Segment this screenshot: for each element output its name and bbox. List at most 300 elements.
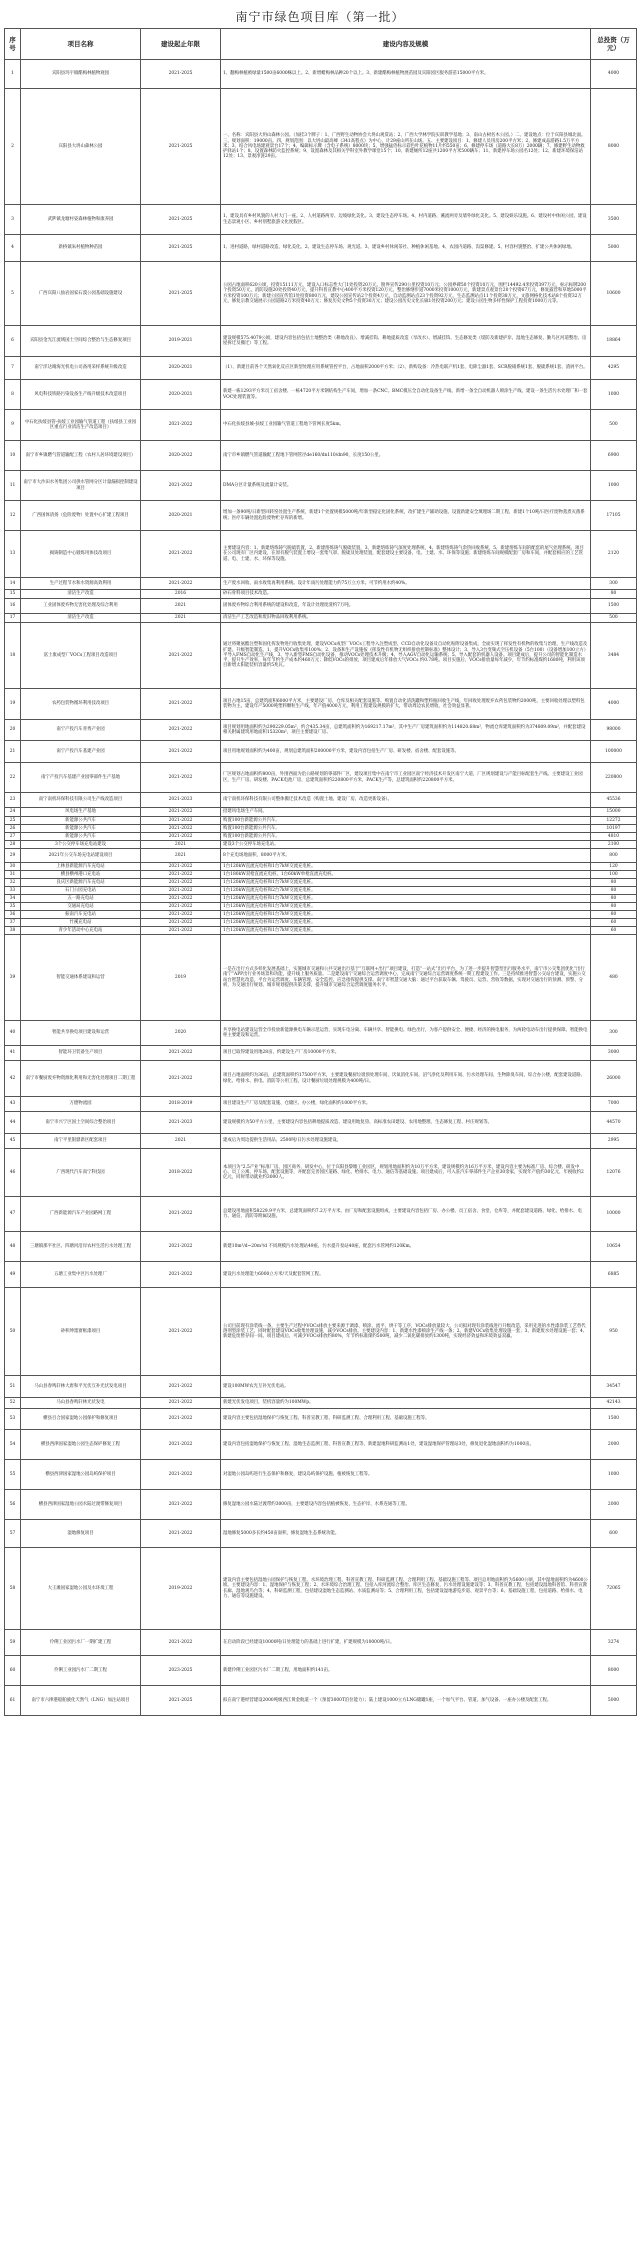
cell-content: 1、建设具有乡村风貌的人村大门一座。2、人村道路两旁、边坡绿化美化。3、建设生态停车场。4、村内道路、溪流两旁及墙外绿化美化。5、建设娱乐设施。6、建设村中休闲公园，建设生态景观小区、乡村别墅旅游文化度假区。 (221, 205, 591, 235)
cell-content: 建设100MW农光互补光伏电站。 (221, 1376, 591, 1398)
cell-name: 交通局充电站 (21, 903, 141, 911)
cell-name: 南宁产投汽车基建产业园零部件生产基地 (21, 763, 141, 793)
cell-no: 42 (5, 1061, 21, 1097)
cell-period: 2020 (141, 1021, 221, 1046)
cell-name: 揭铸制造中心锻炼用体技改项目 (21, 531, 141, 578)
cell-no: 17 (5, 614, 21, 623)
cell-content: 购置100台新能源公共汽车。 (221, 825, 591, 833)
cell-invest: 3274 (591, 1630, 637, 1656)
cell-period: 2018-2022 (141, 1149, 221, 1197)
cell-no: 43 (5, 1097, 21, 1112)
table-row (5, 817, 637, 825)
cell-content: 新建伶俐工业园区污水厂二期工程，用地面积约141亩。 (221, 1656, 591, 1686)
cell-invest: 4000 (591, 689, 637, 720)
cell-no: 58 (5, 1548, 21, 1630)
cell-content: 建设规模575.4079公顷，建设内容包括包括土地整治类（耕地改良）、增减挂钩、耕地提质改造（旱改水）、增减挂钩、生态修复类（堤防及新建护岸、湿地生态修复、勤鸟区河道整治、房屋拆迁及搬迁）等工程。 (221, 326, 591, 357)
cell-content: 1台120kW直流充电桩和1台7kW交流充电桩。 (221, 919, 591, 927)
cell-period: 2021-2022 (141, 863, 221, 871)
cell-invest: 6885 (591, 1262, 637, 1288)
cell-period: 2021-2022 (141, 1490, 221, 1520)
cell-name: 横县横州港口充电站 (21, 871, 141, 879)
cell-period: 2021-2022 (141, 825, 221, 833)
table-row (5, 326, 637, 357)
cell-invest: 80 (591, 911, 637, 919)
cell-invest: 60 (591, 919, 637, 927)
table-row (5, 1430, 637, 1460)
cell-no: 55 (5, 1460, 21, 1490)
cell-period: 2021-2022 (141, 741, 221, 763)
cell-name: 风电场生产基地 (21, 808, 141, 817)
cell-period: 2020-2021 (141, 501, 221, 531)
table-row (5, 720, 637, 741)
cell-name: 竹溪充电站 (21, 919, 141, 927)
cell-name: 南宁市六律港船舶液化天然气（LNG）加注站项目 (21, 1686, 141, 1716)
cell-name: 清洁生产改造 (21, 590, 141, 599)
cell-content: 1台120kW直流充电桩和1台7kW交流充电桩。 (221, 895, 591, 903)
cell-no: 35 (5, 903, 21, 911)
cell-invest: 4810 (591, 833, 637, 841)
cell-name: 三塘镇那平社区、四塘河沿岸农村生活污水处理工程 (21, 1232, 141, 1262)
cell-name: 南宁市乡镇燃气管道输配工程（农村人居环境建设项目） (21, 441, 141, 471)
cell-invest: 1500 (591, 1409, 637, 1430)
cell-name: 横县西津国家湿地公园生态保护修复工程 (21, 1430, 141, 1460)
cell-invest: 300 (591, 578, 637, 590)
table-row (5, 887, 637, 895)
table-row (5, 471, 637, 501)
cell-content: 1台180kW双枪直流充电桩，1台60kW单枪直流充电桩。 (221, 871, 591, 879)
cell-no: 29 (5, 849, 21, 863)
cell-invest: 80 (591, 903, 637, 911)
cell-period: 2019-2022 (141, 1548, 221, 1630)
table-row (5, 357, 637, 380)
cell-no: 20 (5, 720, 21, 741)
cell-content: 项目占地面积约为36亩，总建筑面积约17500平方米，主要建设餐厨垃圾预处理车间、厌氧消化车间、沼气净化及利用车间、污水处理车间、生物除臭车间、综合办公楼，配套建设道路、绿化、给排水、供电、消防等公用工程，设计餐厨垃圾处理规模为400吨/日。 (221, 1061, 591, 1097)
cell-invest: 12076 (591, 1149, 637, 1197)
cell-invest: 6900 (591, 441, 637, 471)
cell-content: 1、进村道路，绿村道路改造、绿化美化。2、建设生态停车场、观光道。3、建设乡村休闲茶社、种植休闲基地。4、农园内道路、沟渠修建。5、村容村貌整治、扩建公共休闲绿地。 (221, 235, 591, 262)
cell-invest: 3484 (591, 623, 637, 689)
cell-period: 2021-2022 (141, 879, 221, 887)
cell-no: 2 (5, 89, 21, 205)
cell-content: 清洁生产工艺改造和废旧物品回收利用系统。 (221, 614, 591, 623)
cell-content: 通过将聚氨酯注塑和固化挥发物进行收集处理，建设VOCs成型厂VOCs工程导入注塑成型、CCD自动化设备及自动化贴附设备集成，全面实现了挥发性有机物的收集与治理，生产线改造及扩建。升级智能制造。1、提升VOCs收集率100%；2、设备和生产设施按《挥发性有机物无组织排放控制标准》整体设计；3、导入3台变频式空压机设备（5台100）（设备增加100立方）平导入FMS自动化生产线，3、导入新型FMS自动化设备，推动VOCs处理技术升级；4、导入AGV自动化运输系统；5、导入配套的机器人设备。项目建成后，提升公司的智能化制造水平，提升生产效率，每年节约生产成本约460万元；降低VOCs的排放，项目建成后年排放大气VOCs 约0.78吨。项目实施后，VOCs排放量每年减少，年节约标准煤约1680吨，利用该项目新增太阳能装机容量约5兆瓦。 (221, 623, 591, 689)
cell-content: 1、翻梅林植被绿量1500亩6000株以上。2、新增蜡梅林品种20个以上。3、新建酷梅林植物展苗园及宾阳园区服务游苗15000平方米。 (221, 60, 591, 89)
cell-invest: 7000 (591, 1097, 637, 1112)
cell-name: 伶俐工业园污水厂一期扩建工程 (21, 1630, 141, 1656)
cell-no: 22 (5, 763, 21, 793)
table-row (5, 578, 637, 590)
cell-name: 智能共享换电项目建设和运营 (21, 1021, 141, 1046)
cell-name: 中石化扶绥县管-扶绥工业园输气管道工程（扶绥县工业园区重点行业清洁生产改造项目） (21, 410, 141, 441)
cell-content: 固体废弃物综合利用系统的建设和改造，年设计处理废渣约7万吨。 (221, 599, 591, 614)
cell-invest: 10000 (591, 1197, 637, 1232)
cell-name: 工业固体废弃物无害化处理及综合利用 (21, 599, 141, 614)
cell-name: 富士康成型厂VOCs工程项目改造项目 (21, 623, 141, 689)
table-row (5, 1686, 637, 1716)
cell-name: 五塘工业集中区污水处理厂 (21, 1262, 141, 1288)
table-row (5, 1288, 637, 1376)
cell-content: 对湿地公园岛屿进行生态保护和修复，建设岛屿保护设施、植被恢复工程等。 (221, 1460, 591, 1490)
cell-no: 53 (5, 1409, 21, 1430)
cell-name: 南宁洋达晴海光机电公司备用采样系统升级改造 (21, 357, 141, 380)
cell-period: 2021-2022 (141, 833, 221, 841)
table-row (5, 911, 637, 919)
cell-content: 本项目为“2.5产业”标准厂房、园区商务、研发中心，位于宾阳县黎塘工业园区，规划用地面积约为10万平方米，建设规模约为16万平方米，建设内容主要为标准厂房、综合楼、研发中心、员工公寓、停车场，配套设施等，并配套完善园区道路、绿化、给排水、电力、通信等基础设施。项目建成后，可入驻汽车零部件生产企业30余家，实现年产值约30亿元，年税收约2亿元，同时带动就业约3000人。 (221, 1149, 591, 1197)
cell-no: 10 (5, 441, 21, 471)
cell-content: 南宁南机环保科技有限公司整体搬迁技术改造（购置土地、建设厂房、改造更新设备）。 (221, 793, 591, 808)
cell-period: 2019-2021 (141, 326, 221, 357)
table-row (5, 1398, 637, 1409)
cell-no: 44 (5, 1112, 21, 1134)
table-row (5, 60, 637, 89)
cell-name: 石门公园充电站 (21, 887, 141, 895)
cell-no: 57 (5, 1520, 21, 1548)
cell-invest: 17105 (591, 501, 637, 531)
cell-content: 南宁市乡镇燃气管道输配工程地下管网管径de160/dn110/dn90，长度150公里。 (221, 441, 591, 471)
cell-name: 南宁市大沙田水务集团公司供水管网分区计量漏损控制建设项目 (21, 471, 141, 501)
cell-no: 26 (5, 825, 21, 833)
cell-content: 1台120kW直流充电桩和2台7kW交流充电桩。 (221, 887, 591, 895)
cell-name: 砂积坤墨窗框漆项目 (21, 1288, 141, 1376)
cell-period: 2021-2022 (141, 1630, 221, 1656)
table-row (5, 741, 637, 763)
cell-period: 2021-2023 (141, 1112, 221, 1134)
cell-invest: 4000 (591, 60, 637, 89)
cell-period: 2021-2022 (141, 1197, 221, 1232)
cell-content: 湿地修复5000多长约450亩面积，修复湿地生态系统功能。 (221, 1520, 591, 1548)
table-row (5, 863, 637, 871)
cell-no: 49 (5, 1262, 21, 1288)
cell-invest: 5000 (591, 235, 637, 262)
cell-period: 2021-2022 (141, 1520, 221, 1548)
cell-no: 54 (5, 1430, 21, 1460)
cell-name: 生产过程节水和水资源高效利用 (21, 578, 141, 590)
table-row (5, 1232, 637, 1262)
cell-content: 修复湿地公园水陆过渡带约3000亩，主要建设内容包括植被恢复、生态护岸、水系连通等工程。 (221, 1490, 591, 1520)
table-row (5, 927, 637, 935)
header-name: 项目名称 (21, 29, 141, 60)
cell-period: 2023-2025 (141, 1656, 221, 1686)
cell-no: 13 (5, 531, 21, 578)
cell-no: 21 (5, 741, 21, 763)
cell-name: 湿地修复项目 (21, 1520, 141, 1548)
cell-no: 5 (5, 262, 21, 326)
cell-content: 新建10m³/d~20m³/d 不同规模污水处理站49座，污水提升泵站40座，配套污水管网约120Km。 (221, 1232, 591, 1262)
cell-no: 61 (5, 1686, 21, 1716)
cell-content: 厂区规划占地面积约800亩，外围西面为沿公路规划的零部件厂区，建设项目集中在南宁市工业园区南宁经济技术开发区南宁大道，厂区规划建设与产能目标配套生产线。主要建设工业园区，生产厂房、研发楼、PACK电池厂房，总建筑面积约220800平方米，PACK生产等，总建筑面积约220800平方米。 (221, 763, 591, 793)
cell-invest: 26000 (591, 1061, 637, 1097)
table-row (5, 235, 637, 262)
cell-name: 宾阳县大坍山森林公园 (21, 89, 141, 205)
cell-period: 2021-2022 (141, 911, 221, 919)
table-row (5, 935, 637, 1021)
cell-invest: 2000 (591, 1430, 637, 1460)
cell-period: 2021 (141, 849, 221, 863)
cell-name: 横县西津国家湿地公园水陆过渡带修复项目 (21, 1490, 141, 1520)
cell-period: 2021-2022 (141, 763, 221, 793)
cell-period: 2021-2022 (141, 1288, 221, 1376)
cell-invest: 80 (591, 887, 637, 895)
cell-content: 招建风电场生产车间。 (221, 808, 591, 817)
cell-no: 6 (5, 326, 21, 357)
cell-invest: 8000 (591, 1656, 637, 1686)
cell-name: 伶俐工业园污水厂二期工程 (21, 1656, 141, 1686)
cell-invest: 300 (591, 1021, 637, 1046)
cell-name: 农药包装物循环利用技改项目 (21, 689, 141, 720)
cell-invest: 100000 (591, 741, 637, 763)
table-row (5, 919, 637, 927)
cell-period: 2021-2025 (141, 89, 221, 205)
cell-period: 2021-2022 (141, 1430, 221, 1460)
cell-invest: 480 (591, 935, 637, 1021)
cell-no: 32 (5, 879, 21, 887)
cell-period: 2021-2022 (141, 1262, 221, 1288)
cell-name: 新能源公共汽车 (21, 825, 141, 833)
cell-invest: 18864 (591, 326, 637, 357)
cell-period: 2021 (141, 841, 221, 849)
table-row (5, 1061, 637, 1097)
cell-content: 项目用地规划面积约为400亩，规划总建筑面积200000平方米，建设内容包括生产厂房、研发楼、宿舍楼、配套设施等。 (221, 741, 591, 763)
cell-no: 31 (5, 871, 21, 879)
cell-name: 智能环卫装备生产项目 (21, 1046, 141, 1061)
cell-no: 9 (5, 410, 21, 441)
cell-invest: 10654 (591, 1232, 637, 1262)
cell-content: 建成后为周边提供生活用品、2500吨/日污水处理设施建设。 (221, 1134, 591, 1149)
table-row (5, 1112, 637, 1134)
cell-content: （1）、新建目前各个天然氧化反应区新型处理应用系统管控平台，占地面积2000平方米；（2）、新购设备：冷热电联产机1套、电除尘器1套、SCR脱硝系统1套、脱硫系统1套、渣屑平台。 (221, 357, 591, 380)
cell-no: 3 (5, 205, 21, 235)
cell-content: DMA分区计量系统及流量计安装。 (221, 471, 591, 501)
cell-content: 项目占地15亩，总建筑面积6000平方米，主要建设厂房、仓库及相关配套设施等。购置自动化清洗罐和塑料瓶回收生产线，年回收处理废弃农药包装物约2000吨，主要回收处理以塑料包装物为主。建设年产5000吨塑料颗粒生产线，年产值4000万元，利用工程建设规模的扩大，带动周边农民增收，社会效益显著。 (221, 689, 591, 720)
cell-no: 8 (5, 380, 21, 410)
cell-no: 50 (5, 1288, 21, 1376)
cell-name: 横县百合国家湿地公园保护和修复项目 (21, 1409, 141, 1430)
cell-name: 宾阳县金光江流域国土空间综合整治与生态修复项目 (21, 326, 141, 357)
cell-name: 万德物流园 (21, 1097, 141, 1112)
cell-period: 2021-2022 (141, 623, 221, 689)
cell-no: 12 (5, 501, 21, 531)
cell-period: 2021-2022 (141, 578, 221, 590)
cell-content: 1台120kW直流充电桩和1台7kW交流充电桩。 (221, 863, 591, 871)
cell-period: 2021 (141, 1134, 221, 1149)
cell-no: 15 (5, 590, 21, 599)
cell-content: 共享换电站建设运营全市投放新能源换电车辆示范运营，实现车电分离、车辆共享、智能换电、绿色出行，为客户提供安全、便捷、经济的换电服务，为两轮电动车出行提供保障。智能换电柜主要建设和运营。 (221, 1021, 591, 1046)
cell-period: 2021 (141, 614, 221, 623)
table-row (5, 763, 637, 793)
cell-no: 24 (5, 808, 21, 817)
cell-no: 38 (5, 927, 21, 935)
table-row (5, 1149, 637, 1197)
cell-name: 南宁产投汽车青秀产业园 (21, 720, 141, 741)
cell-invest: 4295 (591, 357, 637, 380)
table-row (5, 89, 637, 205)
cell-invest: 12272 (591, 817, 637, 825)
cell-period: 2021-2022 (141, 410, 221, 441)
table-row (5, 1409, 637, 1430)
cell-invest: 1000 (591, 1460, 637, 1490)
cell-no: 56 (5, 1490, 21, 1520)
cell-invest: 42143 (591, 1398, 637, 1409)
table-row (5, 808, 637, 817)
table-row (5, 614, 637, 623)
cell-invest: 45536 (591, 793, 637, 808)
cell-content: 主要建设内容：1、新建熔炼铸气脱硫装置，2、新建熔炼铸气脱硫装置，3、新建熔炼铸气深度处理系统，4、新建熔炼铸气余热回收系统，5、新建熔炼车间的配套的尾气处理系统。项目在公司现有厂区内建设，在原有脱气装置上增设一套集气罩、脱硫及处理装置，配套建设主要设备，电、土建、水、环保等设施；新建熔炼车间规模配套厂房和车间，并配套相应的工艺管道、电、土建、水、环保等设施。 (221, 531, 591, 578)
cell-invest: 34547 (591, 1376, 637, 1398)
header-invest: 总投资（万元） (591, 29, 637, 60)
table-row (5, 879, 637, 887)
table-row (5, 1046, 637, 1061)
page-title: 南宁市绿色项目库（第一批） (235, 10, 405, 24)
cell-content: 一、名称：宾阳县大坍山森林公园。（加挂3个牌子：1、广西野生动物协会大坍山观赏站；2、广西大学林学院实训教学基地；3、南山古树名木公园。）二、建设地点：位于宾阳县城北面。三、规划面积：19000亩。四、规划范围：以大坍山最高峰（341高程点）为中心，计29座山所在山场。五、主要建设项目：1、修建人员用房200平方米；2、修建成品游路1.5万平方米；3、结合风电场建观景台17个；4、编辑标示牌（含电子系统）8000块；5、增强猛兽标示彩色叶花植物11片约550亩；6、修建停车场（道路大长8万）2000辆；7、修建野生动物救护驿站1个；8、设置森林防火监控系统；9、设置森林及其相关学科室外教学课堂15个；10、新建厕所12座共1200平方米500辆车；11、新建停车场公园名12处；12、新建环境保洁站12处；13、景观净涟29亩。 (221, 89, 591, 205)
cell-name: 上林县新能源汽车充电站 (21, 863, 141, 871)
cell-period: 2021-2025 (141, 235, 221, 262)
cell-name: 广西新能源汽车产业园路网工程 (21, 1197, 141, 1232)
cell-content: 公司目前现有涂装线一条，主要生产过程中VOCs排放主要来源于调漆、喷涂、流平、烘干等工序，VOCs排放量较大，公司拟对现有涂装线进行升级改造，采用先进的水性漆涂装工艺替代溶剂型涂装工艺，同时配套建设VOCs收集处理设施，减少VOCs排放。主要建设内容：1、新建水性漆喷涂生产线一条；2、新建VOCs收集处理设施一套；3、新建废水处理设施一套；4、新建危废暂存间一间。项目建成后，可减少VOCs排放约80%，年节约标准煤约500吨，减少二氧化碳排放约1300吨，实现经济效益和环境效益双赢。 (221, 1288, 591, 1376)
cell-period: 2020-2021 (141, 357, 221, 380)
cell-invest: 220800 (591, 763, 637, 793)
table-row (5, 849, 637, 863)
table-row (5, 871, 637, 879)
cell-no: 36 (5, 911, 21, 919)
cell-content: 项目已取得建设用地28亩、约建设生产厂房10000平方米。 (221, 1046, 591, 1061)
cell-name: 南宁市餐厨废弃物资源化利用和无害化处理项目二期工程 (21, 1061, 141, 1097)
cell-content: 砂石骨料项目技术改造。 (221, 590, 591, 599)
cell-content: 1台120kW直流充电桩和1台7kW交流充电桩。 (221, 879, 591, 887)
cell-content: 一是在出行方式多样化发展基础上，实施城市交通和公共交通出行基于“互联网+出行”项目建设，打造“一站式”出行平台，为了进一步提升智慧型出行服务水平，南宁市公交集团优化“出行南宁”APP出行业务场景和功能，提升线上服务质量。二是建设南宁交通综合运营调度中心，完成南宁交通综合运营调度系统一期工程建设工作。三是持续推进智慧公交站台建设，实施公交站台智慧化改造，平台为运营调度、车辆管理、安全监控、应急指挥提供支撑。南宁市智慧交通大脑：通过平台获取车辆、驾驶员、运营、营收等数据，实现对交通出行的预测、预警、分析，为交通出行规划、城市规划提供决策支撑，提升城市交通综合运营调度服务水平。 (221, 935, 591, 1021)
cell-period: 2021-2022 (141, 808, 221, 817)
cell-name: 新能源公共汽车 (21, 817, 141, 825)
cell-period: 2021-2022 (141, 1409, 221, 1430)
cell-invest: 1000 (591, 380, 637, 410)
cell-content: 1台120kW直流充电桩和1台7kW交流充电桩。 (221, 911, 591, 919)
cell-name: 大王滩国家湿地公园及水环境工程 (21, 1548, 141, 1630)
cell-name: 武陟镇龙塘村姿森林植物和康养园 (21, 205, 141, 235)
cell-period: 2021-2022 (141, 895, 221, 903)
cell-name: 南宁市兴宁区国土空间综合整治项目 (21, 1112, 141, 1134)
cell-content: 建设3个公交停车场充电站。 (221, 841, 591, 849)
cell-no: 11 (5, 471, 21, 501)
cell-period: 2021-2022 (141, 720, 221, 741)
cell-name: 新能源公共汽车 (21, 833, 141, 841)
cell-no: 39 (5, 935, 21, 1021)
table-row (5, 895, 637, 903)
cell-name: 横县西津国家湿地公园岛屿保护项目 (21, 1460, 141, 1490)
header-no: 序号 (5, 29, 21, 60)
cell-content: 建设污水处理能力6000立方米/天及配套管网工程。 (221, 1262, 591, 1288)
cell-invest: 3000 (591, 1046, 637, 1061)
cell-content: 总建设用地面积58229.9平方米，总建筑面积约7.2万平方米。由厂房和配套设施组成，主要建设内容包括厂房、办公楼、员工宿舍、食堂、仓库等，并配套建设道路、绿化、给排水、电力、通信、消防等附属设施。 (221, 1197, 591, 1232)
cell-content: 拟在南宁港经营建设2000吨级西江黄金航道一个（预留3000T泊位能力）；陆上建设1000立方LNG储罐1座，一个加气平台、管道、加气设备、一座办公楼及配套工程。 (221, 1686, 591, 1716)
cell-invest: 1500 (591, 599, 637, 614)
cell-period: 2021-2022 (141, 1460, 221, 1490)
cell-content: 建设内容主要包括湿地保护与恢复工程、科普宣教工程、科研监测工程、合理利用工程、基础设施工程等。 (221, 1409, 591, 1430)
table-body (5, 60, 637, 1716)
cell-no: 30 (5, 863, 21, 871)
cell-name: 风电科技铁路污染设备生产线升级技术改造项目 (21, 380, 141, 410)
cell-name: 马山县春鸣轩林光伏发电 (21, 1398, 141, 1409)
cell-name: 南宁产投汽车基建产业园 (21, 741, 141, 763)
cell-no: 40 (5, 1021, 21, 1046)
cell-period: 2021-2025 (141, 1686, 221, 1716)
cell-period: 2021-2022 (141, 1061, 221, 1097)
table-row (5, 1376, 637, 1398)
cell-invest: 10600 (591, 262, 637, 326)
cell-no: 28 (5, 841, 21, 849)
table-row (5, 599, 637, 614)
table-row (5, 531, 637, 578)
table-row (5, 623, 637, 689)
table-header-row (5, 29, 637, 60)
cell-period: 2021-2022 (141, 903, 221, 911)
cell-period: 2021-2022 (141, 1046, 221, 1061)
cell-content: 项目建设生产厂房及配套设施、仓储区、办公楼，绿化面积约1000平方米。 (221, 1097, 591, 1112)
cell-content: 项目规划用地面积约为290229.05m²，约合435.34亩，总建筑面积约为169217.17m²，其中生产厂房建筑面积约为114820.68m²，物流仓库建筑面积约为374809.09m²，并配套建设相关附属建筑用地面积15320m²，项目主要建设厂房。 (221, 720, 591, 741)
table-row (5, 501, 637, 531)
cell-period: 2021-2022 (141, 927, 221, 935)
cell-period: 2020-2022 (141, 441, 221, 471)
cell-invest: 950 (591, 1288, 637, 1376)
cell-invest: 120 (591, 863, 637, 871)
table-row (5, 1548, 637, 1630)
table-row (5, 841, 637, 849)
cell-no: 60 (5, 1656, 21, 1686)
cell-no: 59 (5, 1630, 21, 1656)
cell-invest: 15000 (591, 808, 637, 817)
cell-invest: 72065 (591, 1548, 637, 1630)
cell-period: 2021-2022 (141, 817, 221, 825)
cell-content: 8个充电场地面积，8000平方米。 (221, 849, 591, 863)
table-row (5, 793, 637, 808)
cell-period: 2021-2022 (141, 887, 221, 895)
cell-invest: 600 (591, 1520, 637, 1548)
table-row (5, 825, 637, 833)
cell-content: 建设内容包括湿地保护与恢复工程、湿地生态监测工程、科普宣教工程等，新建湿地科研监测站1处，建设湿地保护管理站3处，修复退化湿地面积约为1000亩。 (221, 1430, 591, 1460)
cell-no: 4 (5, 235, 21, 262)
cell-period: 2021-2022 (141, 919, 221, 927)
table-row (5, 1656, 637, 1686)
cell-no: 47 (5, 1197, 21, 1232)
table-row (5, 590, 637, 599)
table-row (5, 1262, 637, 1288)
table-row (5, 833, 637, 841)
cell-no: 41 (5, 1046, 21, 1061)
cell-name: 宾阳县玛宇镇酷梅林植物观园 (21, 60, 141, 89)
cell-name: 振南汽车充电站 (21, 911, 141, 919)
table-row (5, 1460, 637, 1490)
cell-period: 2020-2021 (141, 380, 221, 410)
cell-no: 34 (5, 895, 21, 903)
cell-period: 2021-2022 (141, 1376, 221, 1398)
cell-name: 3个公交停车场充电站建设 (21, 841, 141, 849)
table-row (5, 1520, 637, 1548)
cell-invest: 60 (591, 927, 637, 935)
cell-name: 广西现代汽车南宁科技园 (21, 1149, 141, 1197)
cell-content: 建设内容主要包括湿地公园保护与恢复工程、水环境治理工程、科普宣教工程、科研监测工程、合理利用工程、基础设施工程等。项目总用地面积约为5600公顷，其中湿地面积约为4600公顷。主要建设内容：1、湿地保护与恢复工程；2、水环境综合治理工程，包括入库河流综合整治、库区生态修复、污水处理设施建设等；3、科普宣教工程，包括建设湿地科普馆、科普宣教长廊、湿地观鸟台等；4、科研监测工程，包括建设湿地生态监测站、水质监测站等；5、合理利用工程，包括建设湿地游览步道、观景平台等；6、基础设施工程，包括道路、给排水、电力、通信等设施建设。 (221, 1548, 591, 1630)
cell-period: 2021-2025 (141, 60, 221, 89)
cell-period: 2021-2025 (141, 262, 221, 326)
cell-content: 1台120kW直流充电桩和1台7kW交流充电桩。 (221, 927, 591, 935)
cell-name: 五一路充电站 (21, 895, 141, 903)
cell-period: 2021-2022 (141, 1232, 221, 1262)
cell-period: 2021-2022 (141, 531, 221, 578)
cell-invest: 3500 (591, 205, 637, 235)
cell-content: 新建光伏发电项目，装机容量约为100MWp。 (221, 1398, 591, 1409)
cell-period: 2021-2022 (141, 871, 221, 879)
cell-period: 2016 (141, 590, 221, 599)
cell-invest: 80 (591, 895, 637, 903)
cell-no: 33 (5, 887, 21, 895)
cell-content: 购置100台新能源公共汽车。 (221, 817, 591, 825)
